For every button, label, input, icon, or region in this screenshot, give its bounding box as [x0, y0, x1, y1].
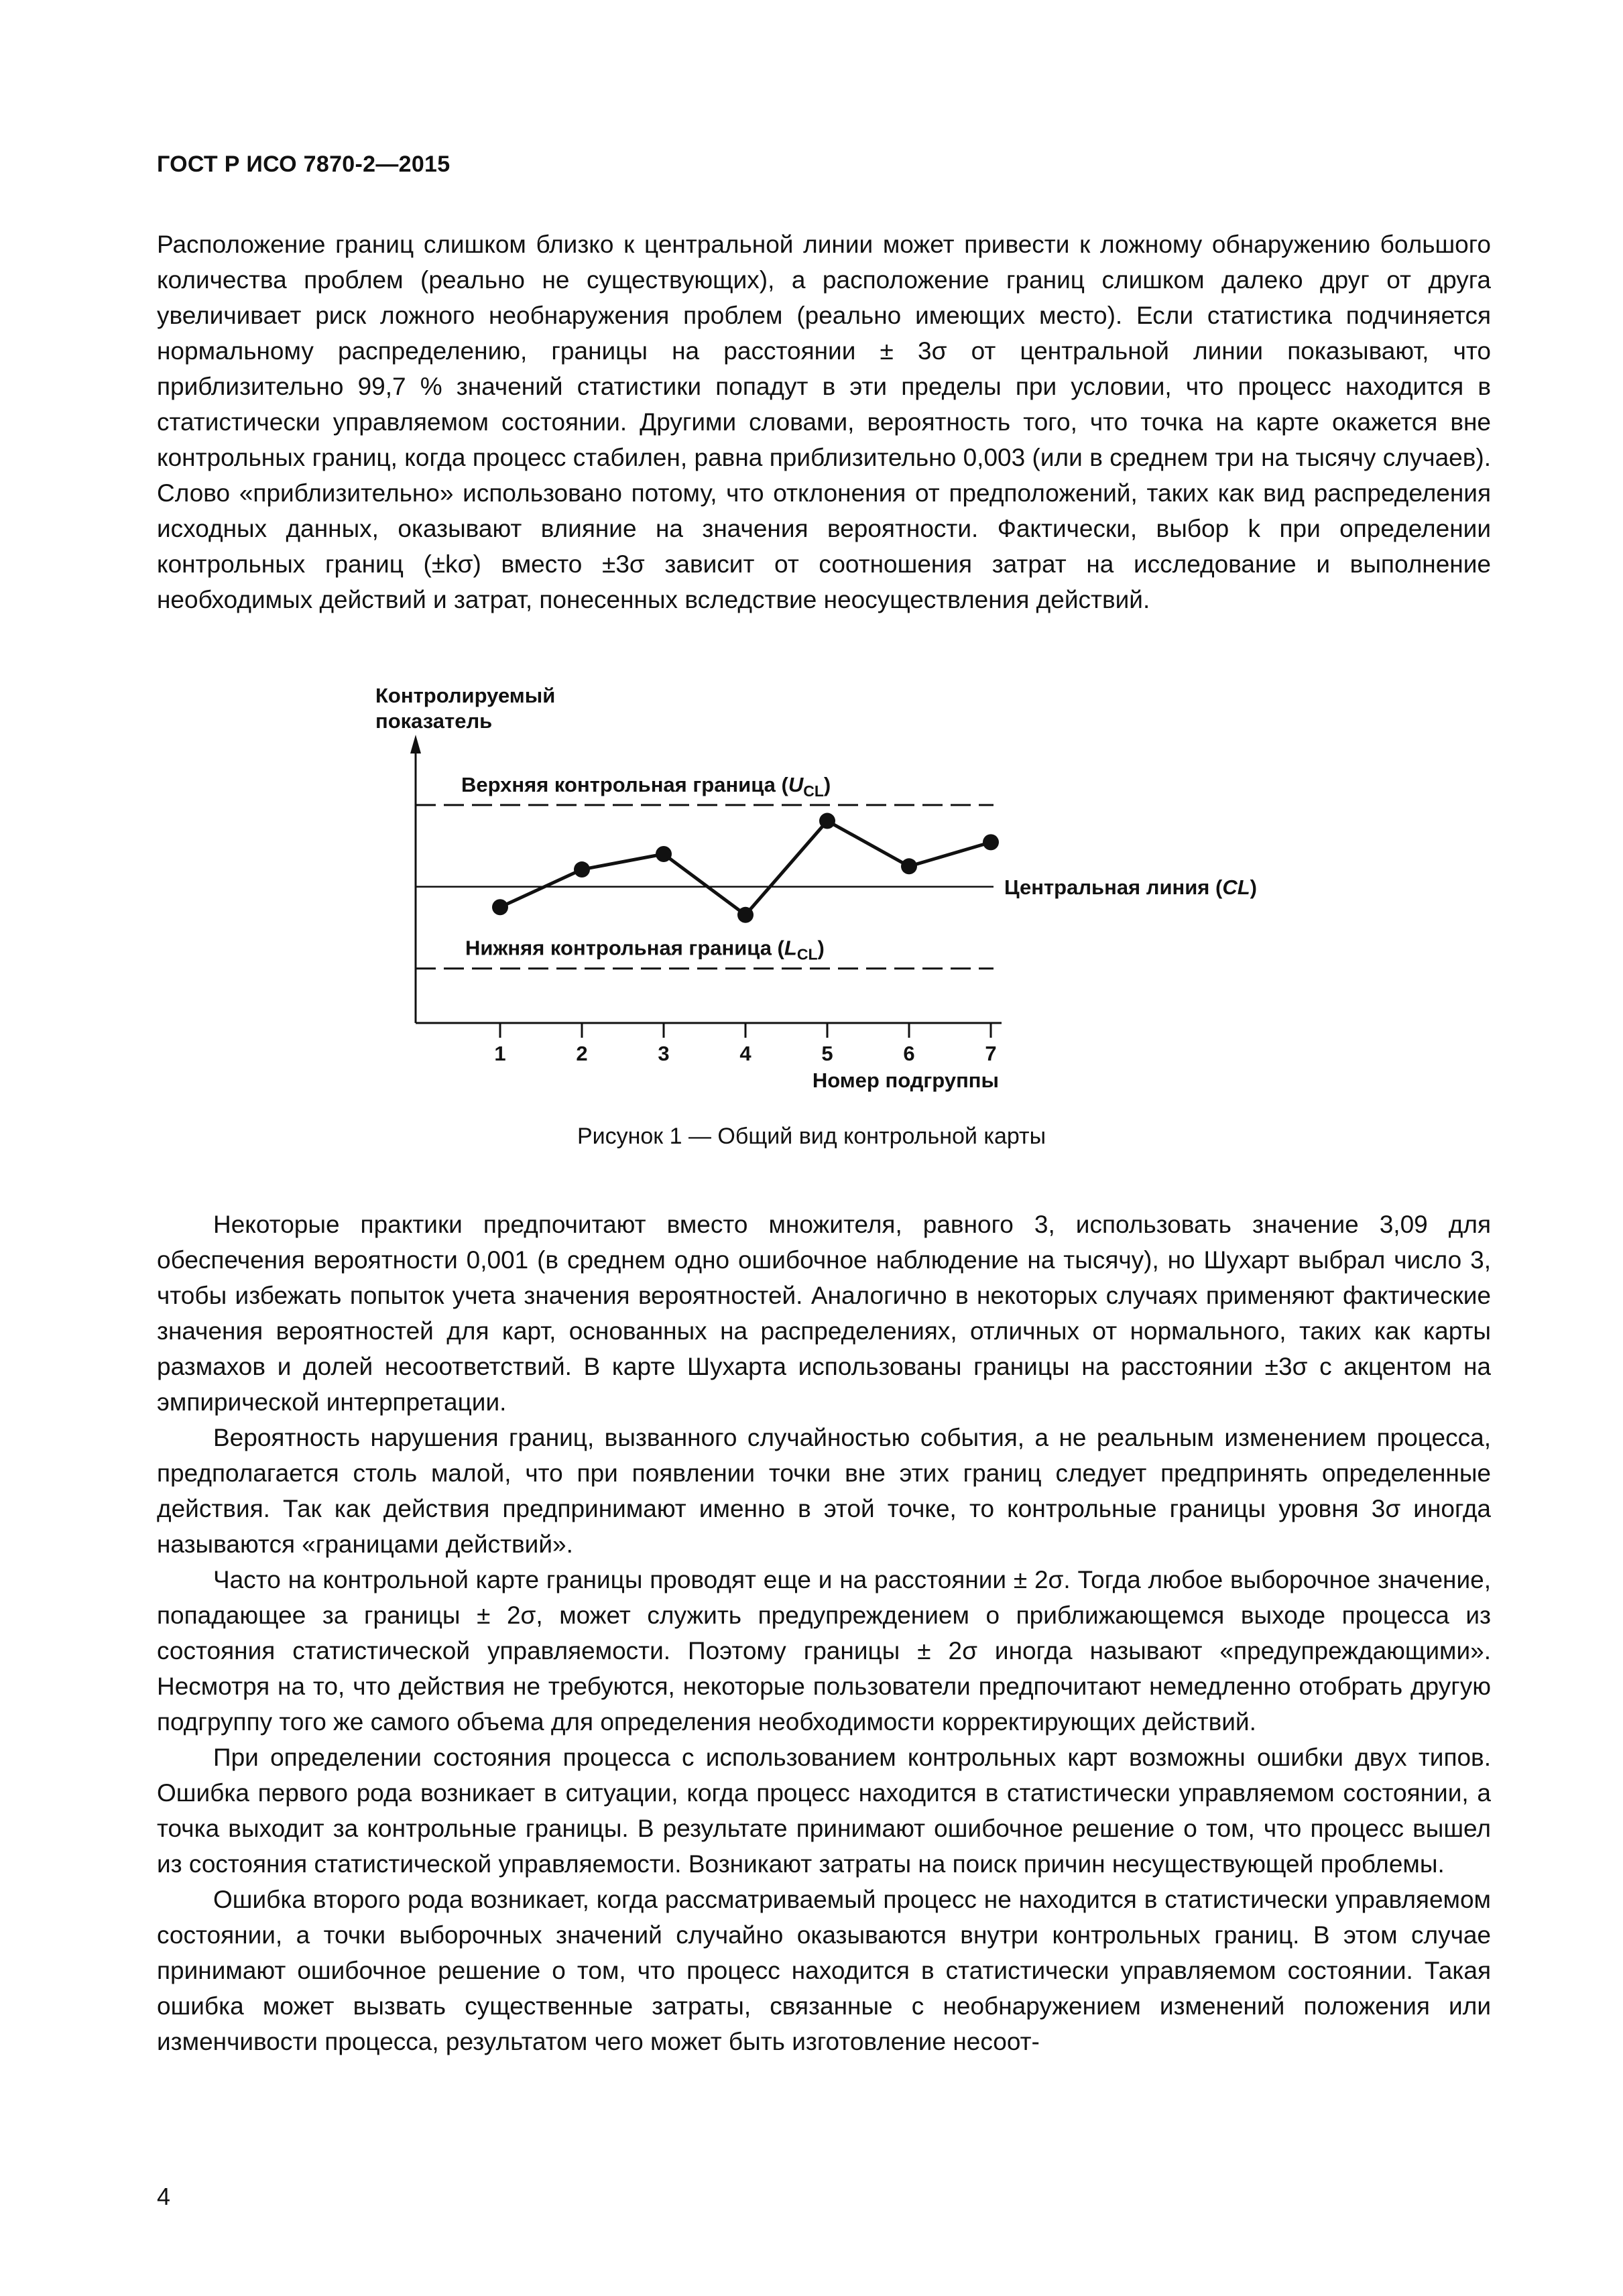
control-chart [375, 684, 1327, 1106]
data-point [656, 846, 672, 862]
y-axis-label-line2: показатель [375, 709, 493, 733]
data-point [574, 861, 590, 878]
paragraph-3: Часто на контрольной карте границы проводят еще и на расстоянии ± 2σ. Тогда любое выборочное значение, попадающее за границы ± 2σ, может служить предупреждением о приближающемся выходе процесса из состояния статистической управляемости. Поэтому границы ± 2σ иногда называют «предупреждающими». Несмотря на то, что действия не требуются, некоторые пользователи предпочитают немедленно отобрать другую подгруппу того же самого объема для определения необходимости корректирующих действий. [157, 1566, 1491, 1736]
paragraph-5: Ошибка второго рода возникает, когда рассматриваемый процесс не находится в статистически управляемом состоянии, а точки выборочных значений случайно оказываются внутри контрольных границ. В этом случае принимают ошибочное решение о том, что процесс находится в статистически управляемом состоянии. Такая ошибка может вызвать существенные затраты, связанные с необнаружением изменений положения или изменчивости процесса, результатом чего может быть изготовление несоот- [157, 1886, 1491, 2055]
x-axis-label: Номер подгруппы [812, 1069, 999, 1092]
series-line [500, 821, 991, 915]
page-number: 4 [157, 2183, 171, 2210]
lcl-label: Нижняя контрольная граница $(L_{CL})$ [465, 936, 825, 963]
y-axis-arrow [410, 735, 421, 753]
x-tick-label: 2 [576, 1042, 588, 1065]
data-series [492, 813, 999, 923]
control-chart-figure [375, 684, 1327, 1106]
y-axis-label-line1: Контролируемый [375, 684, 556, 707]
x-tick-label: 1 [494, 1042, 506, 1065]
paragraph-1: Некоторые практики предпочитают вместо множителя, равного 3, использовать значение 3,09 для обеспечения вероятности 0,001 (в среднем одно ошибочное наблюдение на тысячу), но Шухарт выбрал число 3, чтобы избежать попыток учета значения вероятностей. Аналогично в некоторых случаях применяют фактические значения вероятностей для карт, основанных на распределениях, отличных от нормального, таких как карты размахов и долей несоответствий. В карте Шухарта использованы границы на расстоянии ±3σ с акцентом на эмпирической интерпретации. [157, 1211, 1491, 1416]
intro-paragraph-block [157, 227, 1491, 617]
x-tick-label: 6 [903, 1042, 915, 1065]
x-axis-ticks [494, 1023, 996, 1065]
data-point [819, 813, 835, 829]
document-header: ГОСТ Р ИСО 7870-2—2015 [157, 152, 450, 177]
x-tick-label: 5 [821, 1042, 833, 1065]
body-text [157, 1207, 1491, 2059]
x-tick-label: 3 [658, 1042, 670, 1065]
center-line-label: Центральная линия (CL) [1004, 875, 1257, 899]
intro-paragraph: Расположение границ слишком близко к центральной линии может привести к ложному обнаружению большого количества проблем (реально не существующих), а расположение границ слишком далеко друг от друга увеличивает риск ложного необнаружения проблем (реально имеющих место). Если статистика подчиняется нормальному распределению, границы на расстоянии ± 3σ от центральной линии показывают, что приблизительно 99,7 % значений статистики попадут в эти пределы при условии, что процесс находится в статистически управляемом состоянии. Другими словами, вероятность того, что точка на карте окажется вне контрольных границ, когда процесс стабилен, равна приблизительно 0,003 (или в среднем три на тысячу случаев). Слово «приблизительно» использовано потому, что отклонения от предположений, таких как вид распределения исходных данных, оказывают влияние на значения вероятности. Фактически, выбор k при определении контрольных границ (±kσ) вместо ±3σ зависит от соотношения затрат на исследование и выполнение необходимых действий и затрат, понесенных вследствие неосуществления действий. [157, 231, 1491, 613]
x-tick-label: 7 [985, 1042, 997, 1065]
paragraph-2: Вероятность нарушения границ, вызванного случайностью события, а не реальным изменением процесса, предполагается столь малой, что при появлении точки вне этих границ следует предпринять определенные действия. Так как действия предпринимают именно в этой точке, то контрольные границы уровня 3σ иногда называются «границами действий». [157, 1424, 1491, 1558]
data-point [737, 907, 754, 923]
data-point [492, 899, 508, 915]
data-point [901, 858, 917, 874]
data-point [983, 834, 999, 850]
paragraph-4: При определении состояния процесса с использованием контрольных карт возможны ошибки двух типов. Ошибка первого рода возникает в ситуации, когда процесс находится в статистически управляемом состоянии, а точка выходит за контрольные границы. В результате принимают ошибочное решение о том, что процесс вышел из состояния статистической управляемости. Возникают затраты на поиск причин несуществующей проблемы. [157, 1744, 1491, 1878]
figure-caption: Рисунок 1 — Общий вид контрольной карты [577, 1124, 1046, 1149]
x-tick-label: 4 [739, 1042, 752, 1065]
ucl-label: Верхняя контрольная граница $(U_{CL})$ [461, 772, 831, 800]
